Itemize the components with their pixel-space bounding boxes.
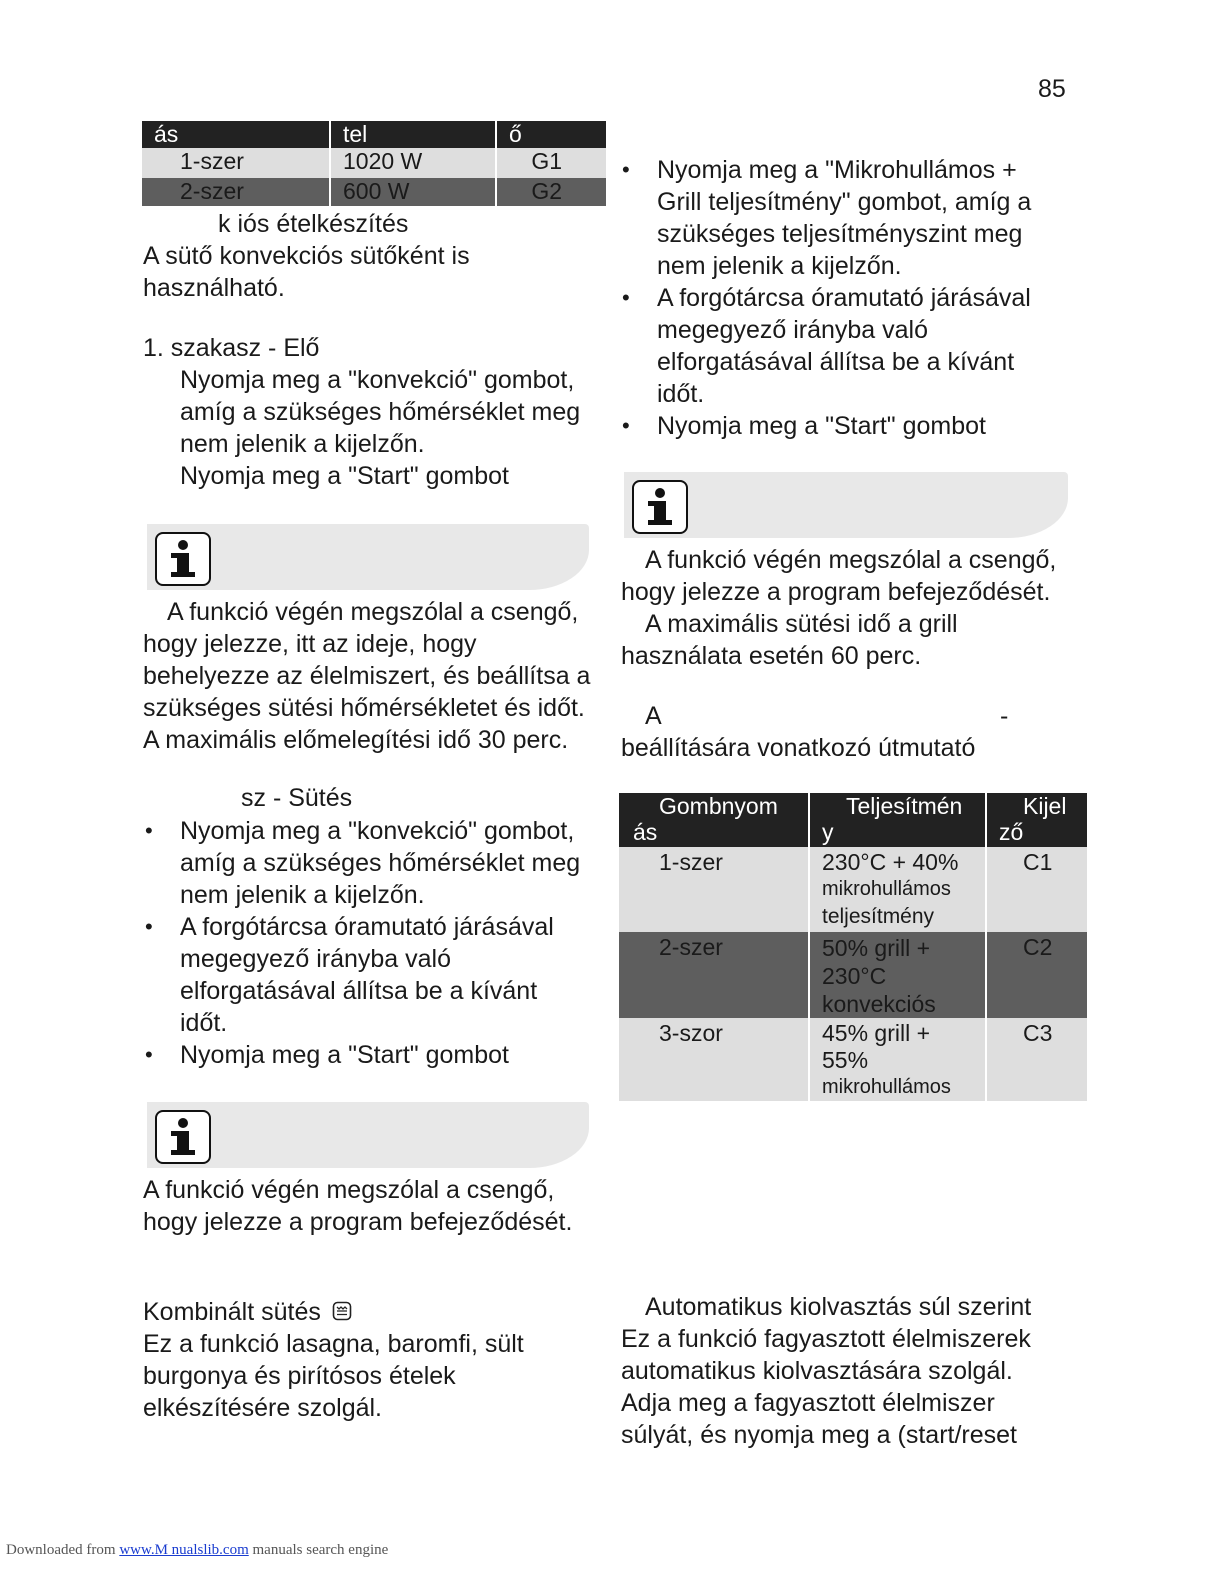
- list-item: • Nyomja meg a "Start" gombot: [143, 1039, 613, 1071]
- cell-power: 1020 W: [330, 148, 496, 178]
- cell-power: 230°C + 40% mikrohullámos teljesítmény: [809, 847, 986, 932]
- cell-presses: 1-szer: [619, 847, 809, 932]
- table-header: ás: [142, 121, 330, 148]
- table-header: ő: [496, 121, 606, 148]
- cell-power: 50% grill + 230°C konvekciós: [809, 932, 986, 1018]
- cell-power: 45% grill + 55% mikrohullámos: [809, 1018, 986, 1101]
- grill-power-table: [142, 121, 606, 206]
- list-item: • A forgótárcsa óramutató járásával megegyező irányba való elforgatásával állítsa be a kívánt időt.: [143, 911, 613, 1039]
- guide-heading-a: A: [645, 702, 662, 730]
- table-row: [619, 932, 1087, 1018]
- cell-display: C3: [986, 1018, 1087, 1101]
- combined-text: Ez a funkció lasagna, baromfi, sült burgonya és pirítósos ételek elkészítésére szolgál.: [143, 1330, 524, 1422]
- stage2-steps: [143, 815, 613, 1071]
- table-header: Teljesítmén y: [809, 793, 986, 847]
- table-header: Gombnyom ás: [619, 793, 809, 847]
- table-row: [619, 847, 1087, 932]
- cell-presses: 3-szor: [619, 1018, 809, 1101]
- cell-display: C1: [986, 847, 1087, 932]
- combined-heading: Kombinált sütés: [143, 1296, 352, 1329]
- table-row: [142, 148, 606, 178]
- cell-display: G1: [496, 148, 606, 178]
- table-header: tel: [330, 121, 496, 148]
- convection-heading: k iós ételkészítés: [218, 210, 409, 238]
- cell-display: G2: [496, 178, 606, 206]
- table-header: Kijel ző: [986, 793, 1087, 847]
- stage1-heading: 1. szakasz - Elő: [143, 334, 320, 362]
- list-item: • Nyomja meg a "Mikrohullámos + Grill teljesítmény" gombot, amíg a szükséges teljesítményszint meg nem jelenik a kijelzőn.: [620, 154, 1090, 282]
- guide-heading: beállítására vonatkozó útmutató: [621, 734, 976, 762]
- info-icon: [155, 1110, 211, 1164]
- table-row: [142, 178, 606, 206]
- list-item: • A forgótárcsa óramutató járásával megegyező irányba való elforgatásával állítsa be a kívánt időt.: [620, 282, 1090, 410]
- table-header-row: [619, 793, 1087, 847]
- info-icon: [632, 480, 688, 534]
- info-note-box: [147, 524, 589, 590]
- note1-text: A funkció végén megszólal a csengő, hogy jelezze, itt az ideje, hogy behelyezze az élelmiszert, és beállítsa a szükséges sütési hőmérsékletet és időt. A maximális előmelegítési idő 30 perc.: [143, 598, 591, 754]
- combi-settings-table: [619, 793, 1087, 1101]
- page-number: 85: [1038, 75, 1066, 103]
- info-note-box: [147, 1102, 589, 1168]
- cell-display: C2: [986, 932, 1087, 1018]
- cell-presses: 2-szer: [142, 178, 330, 206]
- stage1-instructions: Nyomja meg a "konvekció" gombot, amíg a szükséges hőmérséklet meg nem jelenik a kijelzőn. Nyomja meg a "Start" gombot: [180, 366, 581, 490]
- convection-intro: A sütő konvekciós sütőként is használható.: [143, 242, 470, 302]
- table-row: [619, 1018, 1087, 1101]
- list-item: • Nyomja meg a "Start" gombot: [620, 410, 1090, 442]
- cell-power: 600 W: [330, 178, 496, 206]
- info-icon: [155, 532, 211, 586]
- list-item: • Nyomja meg a "konvekció" gombot, amíg a szükséges hőmérséklet meg nem jelenik a kijelzőn.: [143, 815, 613, 911]
- manualslib-link[interactable]: www.M nualslib.com: [119, 1542, 249, 1558]
- combi-mode-icon: [332, 1297, 352, 1329]
- download-footer: Downloaded from www.M nualslib.com manuals search engine: [6, 1542, 389, 1558]
- defrost-text: Ez a funkció fagyasztott élelmiszerek automatikus kiolvasztására szolgál. Adja meg a fagyasztott élelmiszer súlyát, és nyomja meg a (start/reset: [621, 1325, 1031, 1449]
- note3-text: A funkció végén megszólal a csengő, hogy jelezze a program befejeződését. A maximális sütési idő a grill használata esetén 60 perc.: [621, 546, 1057, 670]
- cell-presses: 2-szer: [619, 932, 809, 1018]
- info-note-box: [624, 472, 1068, 538]
- stage2-heading: sz - Sütés: [241, 784, 353, 812]
- guide-heading-dash: -: [1000, 702, 1009, 730]
- grill-combi-steps: [620, 154, 1090, 442]
- defrost-heading: Automatikus kiolvasztás súl szerint: [645, 1293, 1032, 1321]
- note2-text: A funkció végén megszólal a csengő, hogy jelezze a program befejeződését.: [143, 1176, 573, 1236]
- cell-presses: 1-szer: [142, 148, 330, 178]
